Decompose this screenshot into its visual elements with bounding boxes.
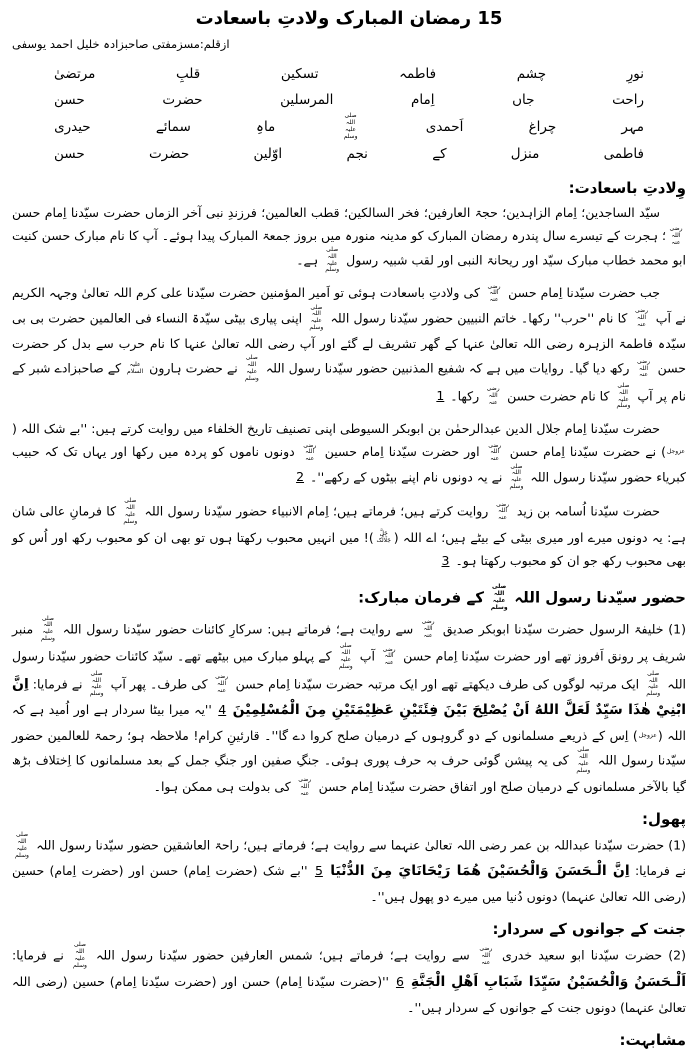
footnote-ref: 4	[218, 702, 227, 718]
poem-word: کے	[432, 145, 447, 162]
honorific-mark: عزوجل	[666, 448, 685, 456]
honorific-mark: صلی اللہ علیہ وسلم	[123, 497, 138, 525]
poem-word: راحت	[612, 92, 644, 108]
text-run: نے فرمایا:	[12, 947, 70, 963]
text-run: ''(حضرت سیّدنا اِمام) حسن اور (حضرت سیّدنا اِمام) حسین (رضی اللہ تعالیٰ عنہما) دونوں جنت کے جوانوں کے سردار ہیں''۔	[12, 974, 686, 1015]
paragraph-usama-narration	[12, 498, 686, 572]
honorific-mark: جَلَّ جَلَالُک	[376, 530, 391, 545]
paragraph-suyuti-narration	[12, 417, 686, 491]
section-heading-farman	[12, 584, 686, 612]
poem-word: چراغ	[528, 118, 557, 135]
poem-word: قلبِ	[176, 66, 201, 82]
honorific-mark: صلی اللہ علیہ وسلم	[338, 642, 353, 670]
text-run: ؛ ہجرت کے تیسرے سال پندرہ رمضان المبارک کو مدینہ منورہ میں بروز جمعۃ المبارک پیدا ہوئے۔ آپ کا نام مبارک حسن کنیت ابو محمد خطاب مبارک سیّد اور ریحانۃ النبی اور لقب شبیہ رسول	[12, 227, 686, 268]
honorific-mark: صلی اللہ علیہ وسلم	[15, 830, 29, 859]
footnote-ref: 1	[436, 388, 445, 404]
text-run: حضرت سیّدنا اُسامہ بن زید	[512, 503, 660, 519]
byline: ازقلم:مسزمفتی صاحبزادہ خلیل احمد یوسفی	[12, 37, 230, 51]
text-run: دونوں ناموں کو پردہ میں رکھا اور یہاں تک کہ حبیب کبریاء حضور سیّدنا رسول اللہ	[12, 444, 686, 484]
poem-word: اوّلین	[253, 145, 283, 162]
section-heading-phool: پھول:	[642, 809, 686, 828]
honorific-mark: صلی اللہ علیہ وسلم	[616, 381, 631, 410]
poem-word: مرتضیٰ	[54, 66, 96, 82]
poem-word: چشم	[516, 66, 547, 82]
honorific-mark: صلی اللہ علیہ وسلم	[325, 245, 340, 274]
honorific-mark: رضی اللہ عنہ	[215, 673, 229, 694]
honorific-mark: صلی اللہ علیہ وسلم	[89, 669, 104, 698]
poem-row-1	[54, 61, 644, 87]
poem-word: ماہِ	[256, 118, 276, 135]
paragraph-farman-1	[12, 616, 686, 798]
honorific-mark: صلی اللہ علیہ وسلم	[343, 112, 358, 140]
honorific-mark: صلی اللہ علیہ وسلم	[309, 303, 324, 332]
text-run: آپ	[355, 648, 380, 664]
text-run: رکھ دیا گیا۔ روایات میں ہے کہ شفیع المذنبین حضور سیّدنا رسول اللہ	[261, 360, 634, 376]
text-run: کی بدولت ہی ممکن ہوا۔	[153, 778, 295, 794]
poem-word: منزل	[510, 145, 540, 162]
text-run: ''یہ میرا بیٹا سردار ہے اور اُمید ہے کہ اللہ (	[12, 702, 686, 744]
honorific-mark: رضی اللہ عنہ	[382, 645, 396, 667]
text-run: اپنی پیاری بیٹی سیّدۃ النساء فی العالمین حضرت بی بی سیّدہ فاطمۃ الزہرہ رضی اللہ تعالیٰ عنہا کے گھر تشریف لے گئے اور آپ رضی اللہ تعالیٰ عنہا کا نام حرب سے بدل کر حضرت حسن	[12, 309, 686, 376]
poem-word: اِمام	[411, 92, 435, 108]
honorific-mark: صلی اللہ علیہ وسلم	[244, 354, 259, 382]
text-run: اور حضرت سیّدنا اِمام حسین	[319, 444, 485, 460]
arabic-quote: اَلْـحَسَنُ وَالْحُسَيْنُ سَيِّدَا شَبَابِ اَهْلِ الْجَنَّةِ	[410, 974, 686, 991]
honorific-mark: عزوجل	[638, 732, 657, 740]
text-run: کا فرمانِ عالی شان ہے: یہ دونوں میرے اور میری بیٹی کے بیٹے ہیں؛ اے اللہ (	[12, 503, 687, 545]
text-run: روایت کرتے ہیں؛ فرماتے ہیں؛ اِمام الانبیاء حضور سیّدنا رسول اللہ	[140, 503, 493, 519]
text-run: کا نام حضرت حسن	[503, 388, 614, 404]
poem-word: حسن	[54, 92, 85, 108]
poem-word: حسن	[54, 145, 85, 162]
text-run: ایک مرتبہ لوگوں کی طرف دیکھتے تھے اور ایک مرتبہ حضرت سیّدنا اِمام حسن	[231, 675, 644, 691]
text-run: کی یہ پیشن گوئی حرف بہ حرف پوری ہوئی۔ جنگِ صفین اور جنگِ جمل کے بعد مسلمانوں کا اِختلاف بڑھ گیا بالآخر مسلمانوں کے درمیان صلح اور اتفاق حضرت سیّدنا اِمام حسن	[12, 752, 686, 794]
honorific-mark: علیہ السلام	[127, 361, 144, 375]
text-run: نے یہ دونوں نام اپنے بیٹوں کے رکھے''۔	[306, 468, 507, 484]
text-run: کے صاحبزادے شبر کے نام پر آپ	[12, 360, 686, 404]
text-run: ''بے شک (حضرت اِمام) حسن اور (حضرت اِمام) حسین (رضی اللہ تعالیٰ عنہما) دونوں دُنیا میں میرے دو پھول ہیں''۔	[12, 863, 686, 905]
poem-word: حیدری	[54, 118, 91, 135]
poem-word: فاطمہ	[399, 66, 437, 82]
honorific-mark: رضی اللہ عنہ	[486, 385, 500, 406]
footnote-ref: 2	[296, 468, 305, 484]
paragraph-phool-1	[12, 832, 686, 909]
section-heading-wiladat: وِلادتِ باسعادت:	[568, 178, 686, 197]
footnote-ref: 5	[314, 863, 323, 879]
honorific-mark: رضی اللہ عنہ	[496, 500, 510, 522]
honorific-mark: رضی اللہ عنہ	[488, 441, 502, 463]
honorific-mark: رضی اللہ عنہ	[635, 306, 649, 328]
page-title: 15 رمضان المبارک ولادتِ باسعادت	[195, 8, 503, 29]
poem-word: فاطمی	[603, 145, 644, 162]
footnote-ref: 6	[395, 974, 404, 990]
text-run: )! میں انہیں محبوب رکھتا ہوں تو بھی ان کو محبوب رکھ اور اُس کو بھی محبوب رکھ جو ان کو محبوب رکھتا ہو۔	[12, 529, 686, 568]
poem-word: المرسلین	[280, 92, 334, 108]
text-run: کی طرف۔ پھر آپ	[106, 675, 212, 691]
text-run: نے فرمایا:	[629, 863, 686, 879]
text-run: حضرت سیّدنا اِمام جلال الدین عبدالرحمٰن بن ابوبکر السیوطی اپنی تصنیف تاریخ الخلفاء میں روایت کرتے ہیں: ''بے شک اللہ (	[12, 421, 660, 437]
text-run: کے فرمان مبارک:	[358, 588, 490, 607]
poem-word: تسکین	[280, 66, 319, 82]
honorific-mark: صلی اللہ علیہ وسلم	[490, 582, 508, 611]
honorific-mark: صلی اللہ علیہ وسلم	[41, 614, 55, 643]
honorific-mark: رضی اللہ عنہ	[421, 617, 435, 639]
poem-word: نجم	[346, 145, 368, 162]
text-run: سیّد الساجدین؛ اِمام الزاہدین؛ حجۃ العارفین؛ فخر السالکین؛ قطب العالمین؛ فرزندِ نبی آخر الزماں حضرت سیّدنا اِمام حسن	[12, 204, 660, 220]
text-run: (1) حضرت سیّدنا عبداللہ بن عمر رضی اللہ تعالیٰ عنہما سے روایت ہے؛ فرماتے ہیں؛ راحۃ العاشقین حضور سیّدنا رسول اللہ	[32, 837, 686, 853]
poem-row-2	[54, 87, 644, 113]
section-heading-jannat: جنت کے جوانوں کے سردار:	[492, 920, 686, 939]
text-run: (1) خلیفۃ الرسول حضرت سیّدنا ابوبکر صدیق	[438, 620, 686, 636]
text-run: منبر شریف پر رونق اَفروز تھے اور حضرت سیّدنا اِمام حسن	[12, 620, 687, 664]
poem-word: حضرت	[148, 145, 190, 162]
poem-word: اَحمدی	[425, 118, 464, 135]
text-run: نے فرمایا:	[28, 675, 87, 691]
text-run: حضور سیّدنا رسول اللہ	[509, 588, 686, 607]
text-run: نے حضرت ہارون	[145, 360, 242, 376]
poem-block	[54, 61, 644, 167]
honorific-mark: رضی اللہ عنہ	[669, 224, 683, 246]
text-run: ) اِس کے ذریعے مسلمانوں کے دو گروہوں کے درمیان صلح کروا دے گا''۔ قارئینِ کرام! ملاحظہ ہو؛ رحمۃ للعالمین حضور سیّدنا رسول اللہ	[12, 728, 687, 768]
poem-word: سمائے	[155, 118, 191, 135]
paragraph-birth-intro	[12, 201, 686, 275]
arabic-quote: اِنَّ ابْنِيْ هٰذَا سَيِّدٌ لَعَلَّ اللهُ اَنْ يُصْلِحَ بَيْنَ فِئَتَيْنِ عَظِيْمَتَيْنِ مِنَ الْمُسْلِمِيْنَ	[12, 675, 686, 719]
honorific-mark: رضی اللہ عنہ	[487, 282, 501, 304]
text-run: (2) حضرت سیّدنا ابو سعید خدری	[495, 947, 686, 963]
honorific-mark: رضی اللہ عنہ	[303, 441, 317, 463]
honorific-mark: رضی اللہ عنہ	[637, 357, 651, 379]
arabic-quote: اِنَّ الْـحَسَنَ وَالْحُسَيْنَ هُمَا رَيْحَانَايَ مِنَ الدُّنْيَا	[330, 863, 630, 880]
poem-word: حضرت	[162, 92, 203, 108]
honorific-mark: صلی اللہ علیہ وسلم	[509, 462, 524, 491]
text-run: رکھا۔	[446, 388, 484, 404]
poem-row-4	[54, 141, 644, 167]
text-run: سے روایت ہے؛ فرماتے ہیں: سرکارِ کائنات حضور سیّدنا رسول اللہ	[57, 620, 419, 636]
honorific-mark: رضی اللہ عنہ	[298, 775, 312, 797]
text-run: ) نے حضرت سیّدنا اِمام حسن	[504, 444, 666, 460]
text-run: سے روایت ہے؛ فرماتے ہیں؛ شمس العارفین حضور سیّدنا رسول اللہ	[89, 947, 476, 963]
text-run: ہے۔	[296, 252, 323, 268]
text-run: کا نام ''حرب'' رکھا۔ خاتم النبیین حضور سیّدنا رسول اللہ	[326, 309, 632, 325]
section-heading-mushabahat: مشابہت:	[619, 1031, 686, 1050]
poem-row-3	[54, 113, 644, 141]
text-run: جب حضرت سیّدنا اِمام حسن	[504, 285, 660, 301]
poem-word: مہر	[621, 118, 644, 135]
text-run: کی ولادتِ باسعادت ہوئی تو اَمیر المؤمنین حضرت سیّدنا علی کرم اللہ تعالیٰ وجہہ الکریم نے آپ	[12, 285, 686, 325]
poem-word: نورِ	[626, 66, 644, 82]
paragraph-naming	[12, 281, 686, 410]
footnote-ref: 3	[441, 552, 450, 568]
paragraph-jannat-2	[12, 942, 686, 1019]
honorific-mark: رضی اللہ عنہ	[479, 944, 493, 966]
poem-word: جاں	[512, 92, 535, 108]
honorific-mark: صلی اللہ علیہ وسلم	[72, 941, 87, 970]
honorific-mark: صلی اللہ علیہ وسلم	[646, 669, 661, 698]
text-run: کے پہلو مبارک میں بیٹھے تھے۔ سیّد کائنات حضور سیّدنا رسول اللہ	[12, 648, 686, 691]
honorific-mark: صلی اللہ علیہ وسلم	[576, 746, 591, 774]
